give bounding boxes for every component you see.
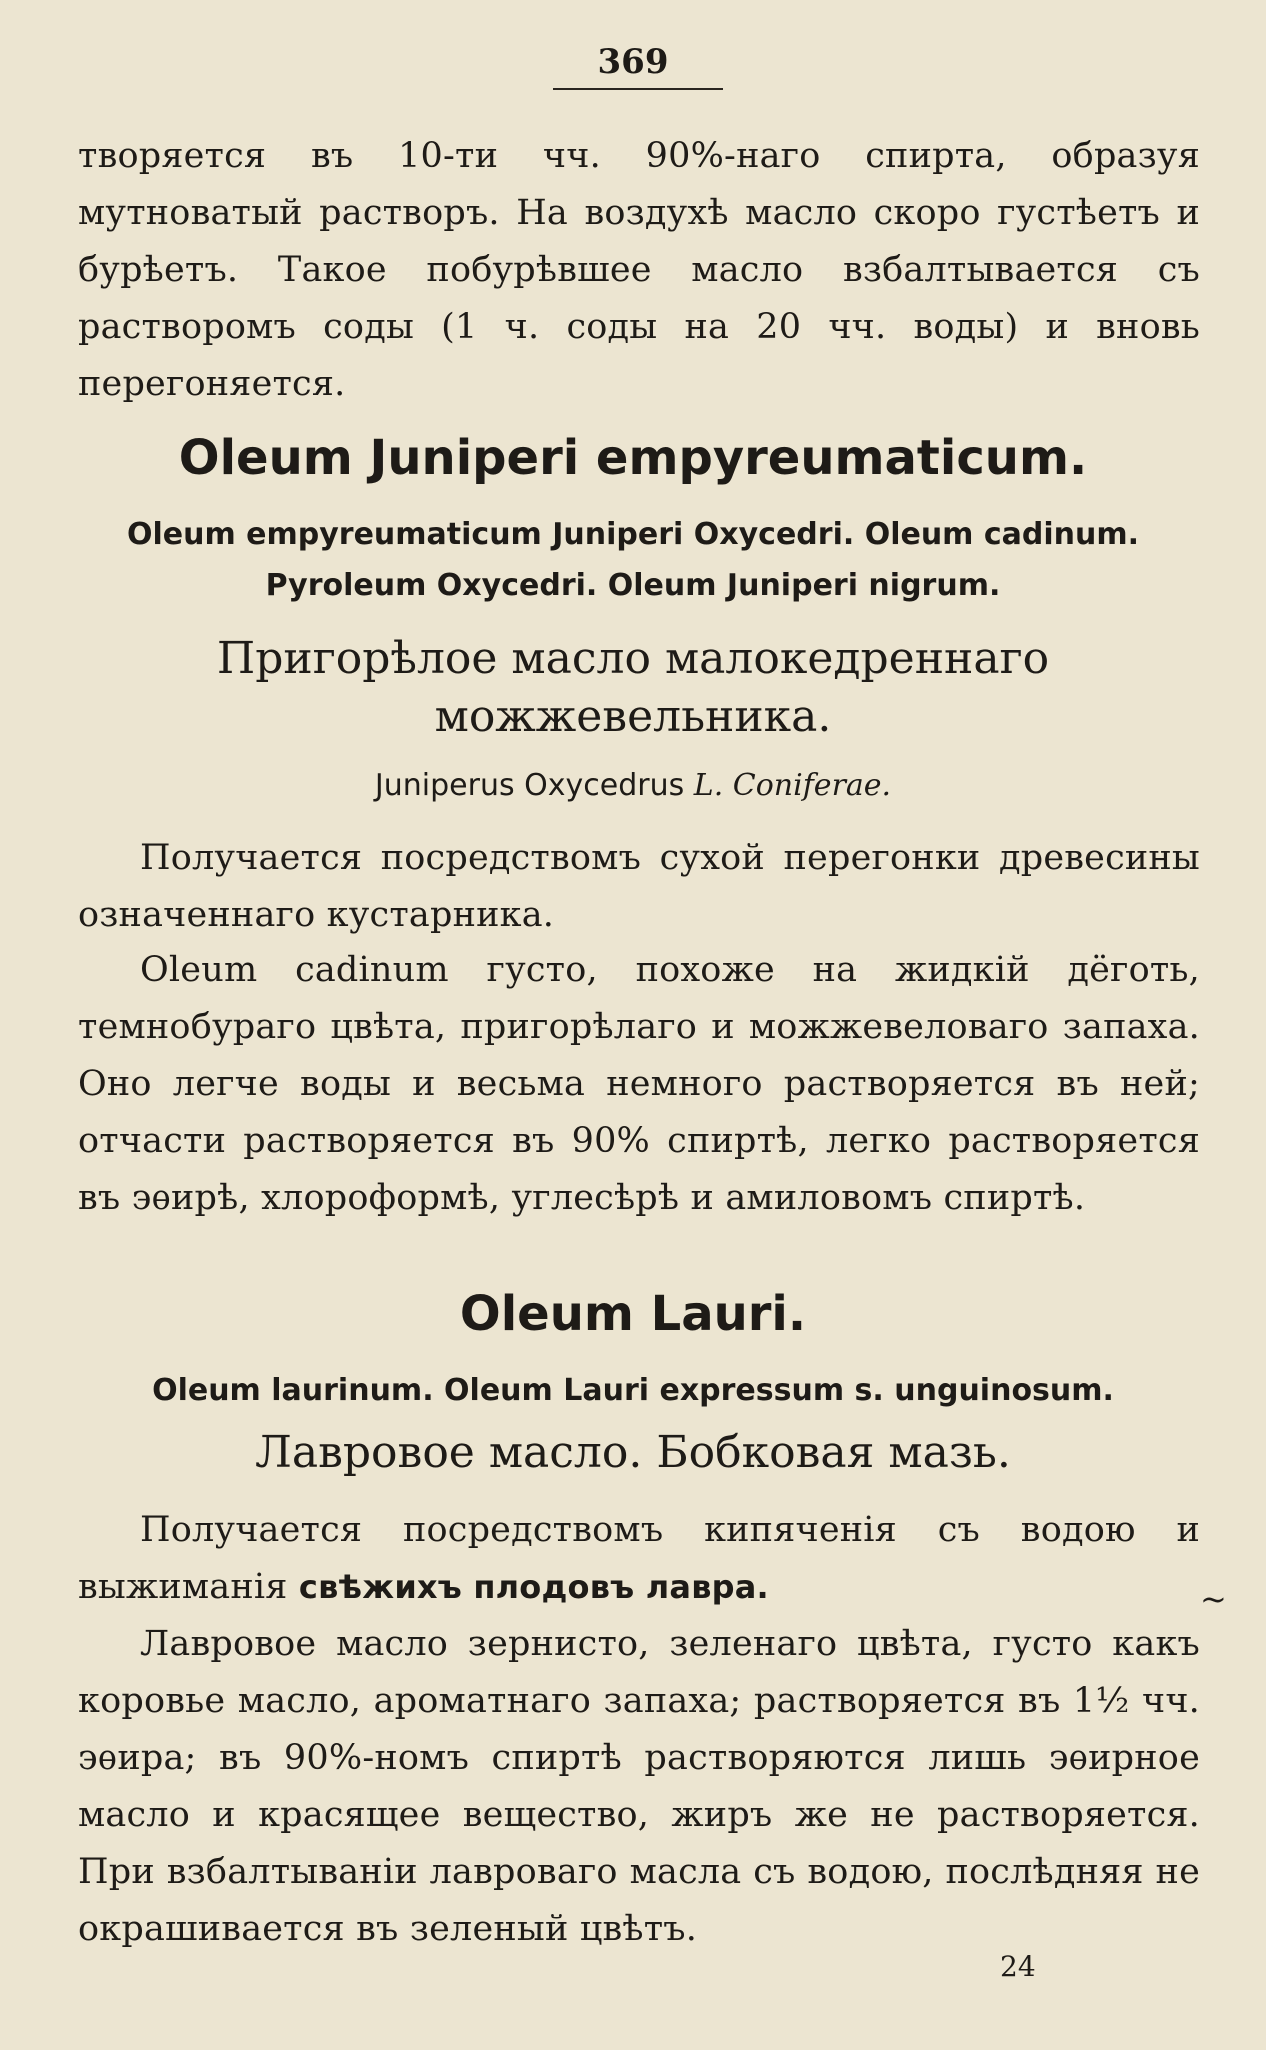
page-number: 369 bbox=[597, 42, 669, 82]
section1-paragraph2: Oleum cadinum густо, похоже на жидкій дёготь, темнобураго цвѣта, пригорѣлаго и можжевеловаго запаха. Оно легче воды и весьма немного растворяется въ ней; отчасти растворяется въ 90% спиртѣ, легко растворяется въ эѳирѣ, хлороформѣ, углесѣрѣ и амиловомъ спиртѣ. bbox=[78, 950, 1200, 1218]
section2-russian-name: Лавровое масло. Бобковая мазь. bbox=[255, 1427, 1011, 1478]
section1-russian-name: Пригорѣлое масло малокедреннаго можжевельника. bbox=[216, 633, 1050, 742]
section2-paragraph1 bbox=[78, 1502, 1200, 1616]
intro-paragraph: творяется въ 10-ти чч. 90%-наго спирта, образуя мутноватый растворъ. На воздухѣ масло скоро густѣетъ и бурѣетъ. Такое побурѣвшее масло взбалтывается съ растворомъ соды (1 ч. соды на 20 чч. воды) и вновь перегоняется. bbox=[78, 136, 1200, 404]
section1-paragraph1: Получается посредствомъ сухой перегонки древесины означеннаго кустарника. bbox=[78, 838, 1200, 935]
section2-paragraph1-text: Получается посредствомъ кипяченія съ водою и выжиманія bbox=[78, 1510, 1200, 1607]
section2-paragraph2: Лавровое масло зернисто, зеленаго цвѣта, густо какъ коровье масло, ароматнаго запаха; растворяется въ 1½ чч. эѳира; въ 90%-номъ спиртѣ растворяются лишь эѳирное масло и красящее вещество, жиръ же не растворяется. При взбалтываніи лавроваго масла съ водою, послѣдняя не окрашивается въ зеленый цвѣтъ. bbox=[78, 1624, 1200, 1949]
section2-paragraph1-bold: свѣжихъ плодовъ лавра. bbox=[298, 1568, 769, 1606]
header-rule bbox=[553, 88, 723, 90]
section1-title: Oleum Juniperi empyreumaticum. bbox=[178, 430, 1088, 486]
section1-synonyms-line1: Oleum empyreumaticum Juniperi Oxycedri. Oleum cadinum. bbox=[126, 517, 1140, 552]
section2-title: Oleum Lauri. bbox=[459, 1286, 807, 1342]
species-name: Juniperus Oxycedrus bbox=[374, 768, 685, 803]
section1-species bbox=[0, 768, 1266, 803]
margin-dash-mark: ~ bbox=[1200, 1580, 1227, 1618]
signature-mark: 24 bbox=[1000, 1950, 1036, 1983]
section2-synonyms: Oleum laurinum. Oleum Lauri expressum s. unguinosum. bbox=[152, 1373, 1114, 1408]
species-authority: L. Coniferae. bbox=[693, 768, 892, 803]
section1-synonyms-line2: Pyroleum Oxycedri. Oleum Juniperi nigrum. bbox=[265, 568, 1001, 603]
